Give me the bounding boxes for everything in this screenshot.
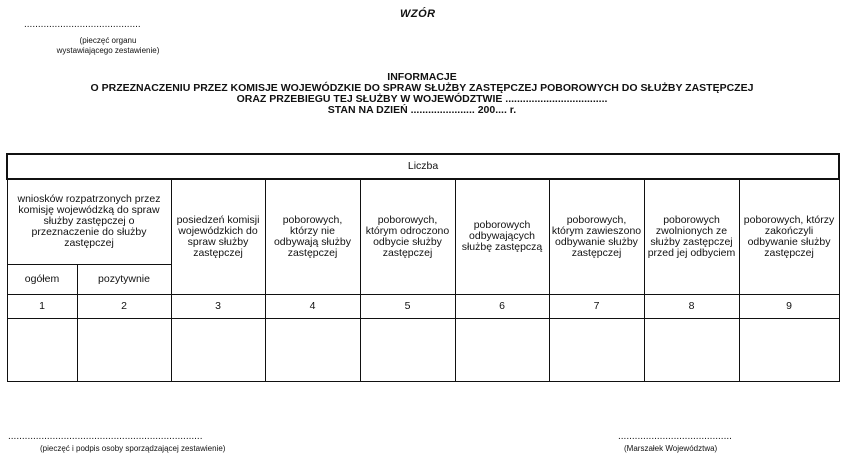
- stamp-caption-line-1: (pieczęć organu: [79, 36, 137, 45]
- marshal-caption: (Marszałek Województwa): [624, 444, 718, 453]
- header-ogolem: ogółem: [7, 264, 77, 294]
- header-col-9: poborowych, którzy zakończyli odbywanie służby zastępczej: [739, 179, 839, 294]
- column-number: 1: [7, 294, 77, 318]
- column-number: 6: [455, 294, 549, 318]
- column-number: 5: [360, 294, 455, 318]
- header-col-7: poborowych, którym zawieszono odbywanie służby zastępczej: [549, 179, 644, 294]
- marshal-signature-line: .........................................: [618, 431, 732, 442]
- column-number: 4: [265, 294, 360, 318]
- column-number: 3: [171, 294, 265, 318]
- header-wnioski: wniosków rozpatrzonych przez komisję wojewódzką do spraw służby zastępczej o przeznaczenie do służby zastępczej: [7, 179, 171, 264]
- column-number: 7: [549, 294, 644, 318]
- header-col-6: poborowych odbywających służbę zastępczą: [455, 179, 549, 294]
- document-heading: [0, 72, 844, 116]
- heading-line-1: INFORMACJE: [387, 71, 457, 83]
- heading-line-2: O PRZEZNACZENIU PRZEZ KOMISJE WOJEWÓDZKIE DO SPRAW SŁUŻBY ZASTĘPCZEJ POBOROWYCH DO SŁUŻBY ZASTĘPCZEJ: [90, 82, 754, 94]
- heading-line-4: STAN NA DZIEŃ ...................... 200.... r.: [327, 104, 517, 116]
- template-label: WZÓR: [400, 8, 436, 20]
- column-number: 8: [644, 294, 739, 318]
- column-number: 9: [739, 294, 839, 318]
- stamp-caption: [28, 36, 188, 56]
- data-cell: [739, 318, 839, 381]
- data-cell: [171, 318, 265, 381]
- data-cell: [644, 318, 739, 381]
- group-header-liczba: Liczba: [7, 154, 839, 179]
- header-pozytywnie: pozytywnie: [77, 264, 171, 294]
- header-col-8: poborowych zwolnionych ze służby zastępczej przed jej odbyciem: [644, 179, 739, 294]
- data-cell: [360, 318, 455, 381]
- stamp-signature-line: ..........................................: [24, 19, 141, 30]
- data-cell: [549, 318, 644, 381]
- data-cell: [455, 318, 549, 381]
- stamp-caption-line-2: wystawiającego zestawienie): [56, 46, 160, 55]
- statistics-table: [6, 153, 840, 382]
- preparer-caption: (pieczęć i podpis osoby sporządzającej zestawienie): [40, 444, 226, 453]
- header-col-5: poborowych, którym odroczono odbycie służby zastępczej: [360, 179, 455, 294]
- data-cell: [265, 318, 360, 381]
- data-cell: [77, 318, 171, 381]
- preparer-signature-line: ......................................................................: [8, 431, 203, 442]
- data-cell: [7, 318, 77, 381]
- heading-line-3: ORAZ PRZEBIEGU TEJ SŁUŻBY W WOJEWÓDZTWIE ...................................: [236, 93, 608, 105]
- header-col-3: posiedzeń komisji wojewódzkich do spraw służby zastępczej: [171, 179, 265, 294]
- header-col-4: poborowych, którzy nie odbywają służby zastępczej: [265, 179, 360, 294]
- column-number: 2: [77, 294, 171, 318]
